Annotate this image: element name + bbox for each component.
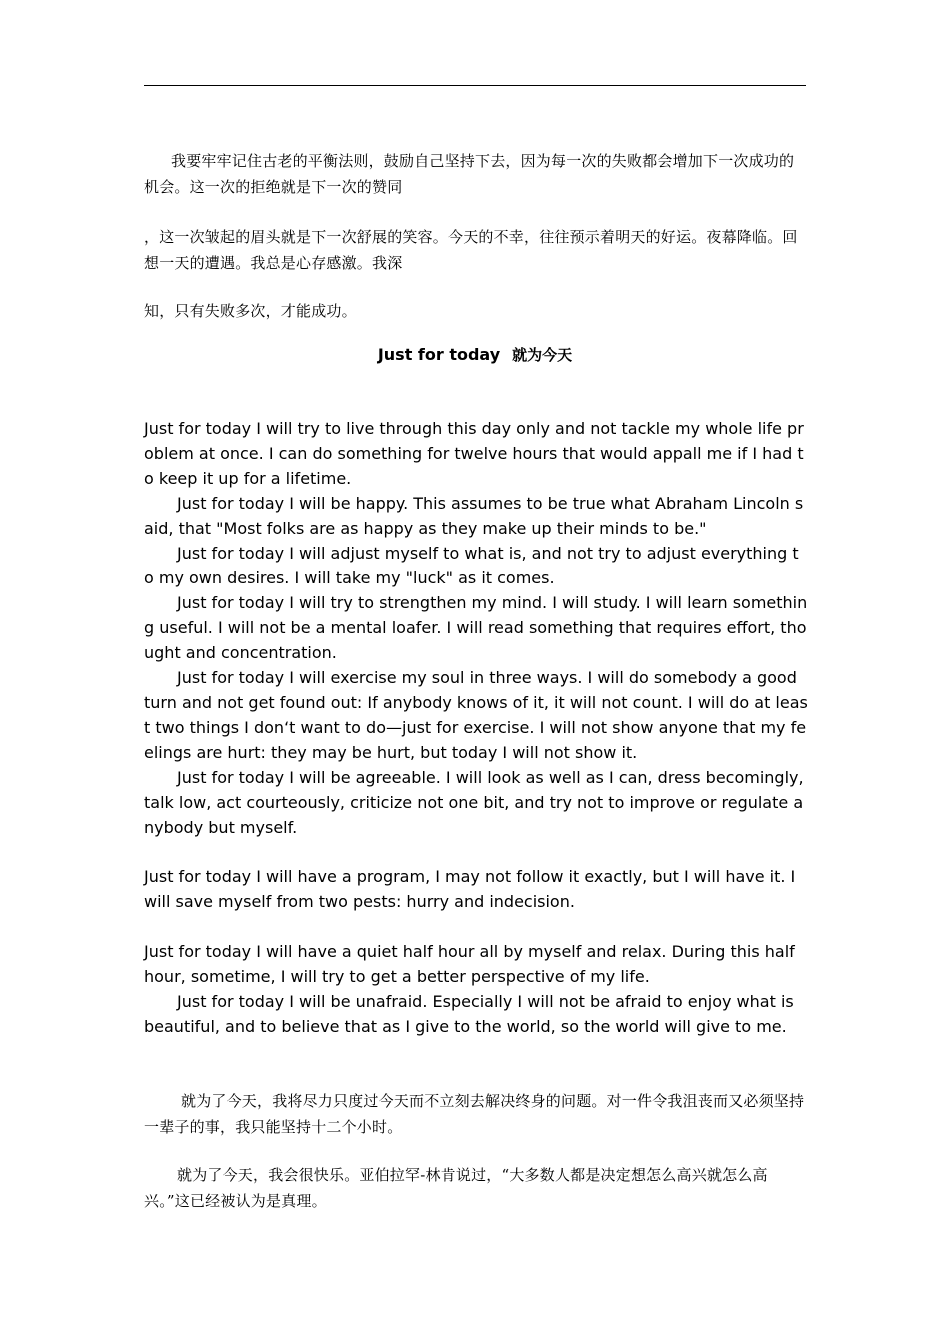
title-english: Just for today: [377, 345, 501, 364]
section-title: [0, 343, 950, 367]
intro-paragraph-1: 我要牢牢记住古老的平衡法则，鼓励自己坚持下去，因为每一次的失败都会增加下一次成功的机会。这一次的拒绝就是下一次的赞同: [144, 152, 795, 196]
header-rule: [144, 85, 806, 86]
english-paragraph-8: Just for today I will have a quiet half hour all by myself and relax. During this half hour, sometime, I will try to get a better perspective of my life.: [144, 942, 795, 986]
english-paragraph-5: Just for today I will exercise my soul in three ways. I will do somebody a good turn and not get found out: If anybody knows of it, it will not count. I will do at least two things I don‘t want to do—just for exercise. I will not show anyone that my feelings are hurt: they may be hurt, but today I will not show it.: [144, 668, 808, 762]
spacer: [144, 840, 808, 865]
intro-paragraph-3: 知，只有失败多次，才能成功。: [144, 302, 357, 320]
chinese-paragraph-2: 就为了今天，我会很快乐。亚伯拉罕-林肯说过，“大多数人都是决定想怎么高兴就怎么高兴。”这已经被认为是真理。: [144, 1166, 768, 1210]
english-text: [144, 417, 808, 1040]
english-paragraph-4: Just for today I will try to strengthen my mind. I will study. I will learn something useful. I will not be a mental loafer. I will read something that requires effort, thought and concentration.: [144, 593, 808, 663]
english-paragraph-9: Just for today I will be unafraid. Especially I will not be afraid to enjoy what is beautiful, and to believe that as I give to the world, so the world will give to me.: [144, 991, 794, 1036]
intro-paragraph-2: ，这一次皱起的眉头就是下一次舒展的笑容。今天的不幸，往往预示着明天的好运。夜幕降临。回想一天的遭遇。我总是心存感激。我深: [144, 228, 798, 272]
chinese-paragraph-1: 就为了今天，我将尽力只度过今天而不立刻去解决终身的问题。对一件令我沮丧而又必须坚持一辈子的事，我只能坚持十二个小时。: [144, 1092, 805, 1136]
english-paragraph-7: Just for today I will have a program, I may not follow it exactly, but I will have it. I will save myself from two pests: hurry and indecision.: [144, 867, 796, 912]
english-paragraph-3: Just for today I will adjust myself to what is, and not try to adjust everything to my own desires. I will take my "luck" as it comes.: [144, 543, 799, 588]
title-chinese: 就为今天: [512, 346, 573, 364]
english-paragraph-2: Just for today I will be happy. This assumes to be true what Abraham Lincoln said, that "Most folks are as happy as they make up their minds to be.": [144, 493, 804, 538]
english-paragraph-6: Just for today I will be agreeable. I will look as well as I can, dress becomingly, talk low, act courteously, criticize not one bit, and try not to improve or regulate anybody but myself.: [144, 767, 804, 837]
spacer: [144, 915, 808, 940]
english-paragraph-1: Just for today I will try to live through this day only and not tackle my whole life problem at once. I can do something for twelve hours that would appall me if I had to keep it up for a lifetime.: [144, 419, 804, 488]
